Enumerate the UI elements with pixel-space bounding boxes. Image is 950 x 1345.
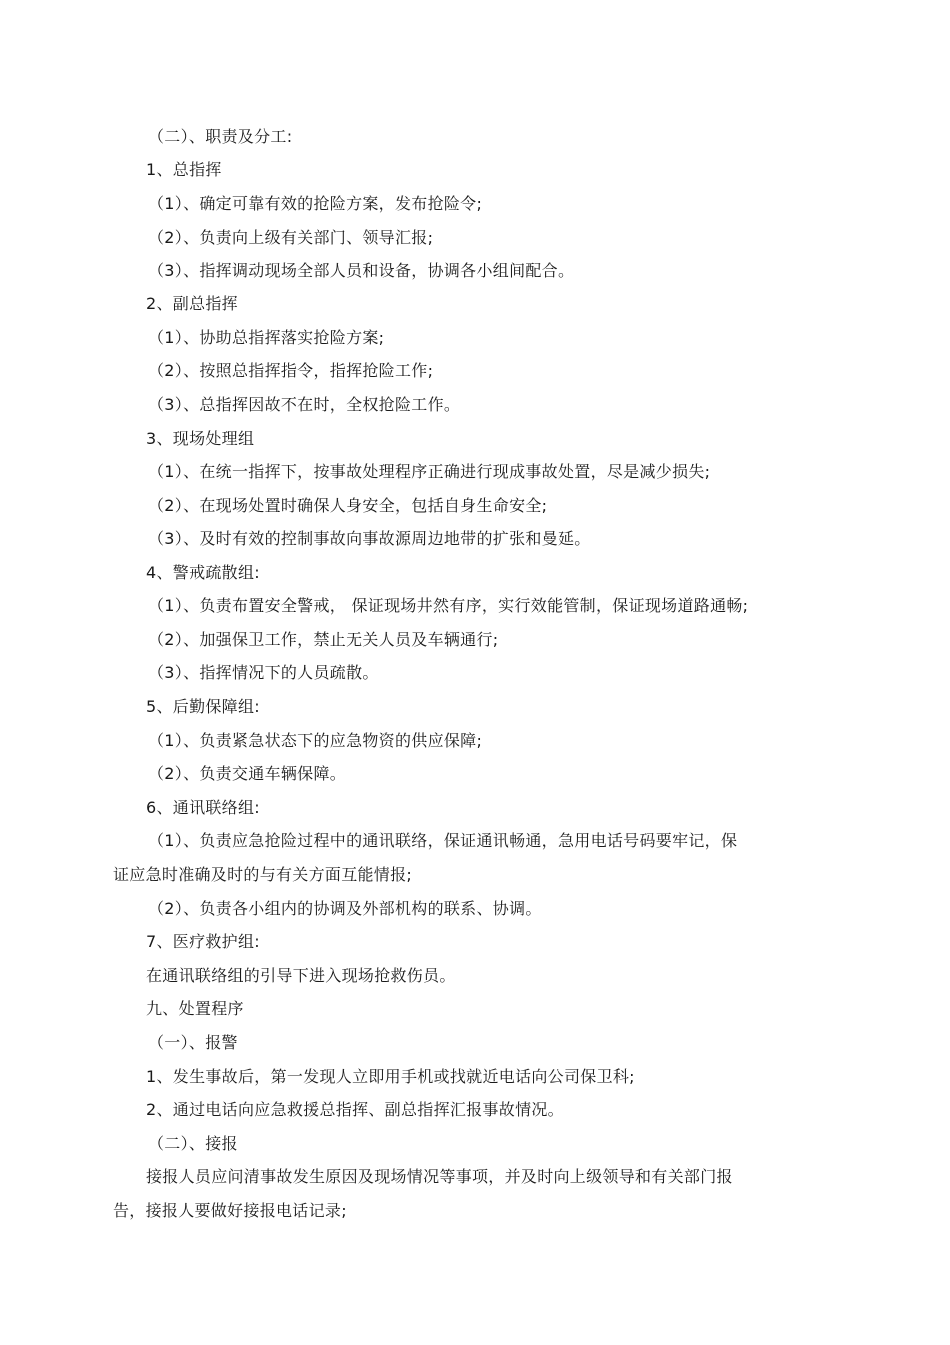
subheading-alarm: （一）、报警 <box>148 1033 238 1052</box>
heading-communication-team: 6、通讯联络组: <box>146 798 260 817</box>
text-line: （3）、总指挥因故不在时，全权抢险工作。 <box>148 395 461 414</box>
heading-commander: 1、总指挥 <box>146 160 222 179</box>
text-line: （2）、在现场处置时确保人身安全，包括自身生命安全; <box>148 496 548 515</box>
text-line: （2）、加强保卫工作，禁止无关人员及车辆通行; <box>148 630 499 649</box>
heading-security-team: 4、警戒疏散组: <box>146 563 260 582</box>
heading-medical-team: 7、医疗救护组: <box>146 932 260 951</box>
text-line: （3）、指挥调动现场全部人员和设备，协调各小组间配合。 <box>148 261 575 280</box>
text-line: （1）、负责紧急状态下的应急物资的供应保障; <box>148 731 483 750</box>
subheading-receive-report: （二）、接报 <box>148 1134 238 1153</box>
text-line: （2）、负责向上级有关部门、领导汇报; <box>148 228 434 247</box>
text-line: 2、通过电话向应急救援总指挥、副总指挥汇报事故情况。 <box>146 1100 564 1119</box>
heading-logistics-team: 5、后勤保障组: <box>146 697 260 716</box>
heading-deputy-commander: 2、副总指挥 <box>146 294 238 313</box>
text-line: （1）、确定可靠有效的抢险方案，发布抢险令; <box>148 194 483 213</box>
text-line: （3）、及时有效的控制事故向事故源周边地带的扩张和曼延。 <box>148 529 591 548</box>
text-line: （1）、负责应急抢险过程中的通讯联络，保证通讯畅通，急用电话号码要牢记，保 <box>148 831 738 850</box>
text-line: 1、发生事故后，第一发现人立即用手机或找就近电话向公司保卫科; <box>146 1067 635 1086</box>
text-line: （2）、按照总指挥指令，指挥抢险工作; <box>148 361 434 380</box>
text-line: （1）、在统一指挥下，按事故处理程序正确进行现成事故处置，尽是减少损失; <box>148 462 711 481</box>
section-heading-procedure: 九、处置程序 <box>146 999 244 1018</box>
text-line-continued: 告，接报人要做好接报电话记录; <box>113 1201 347 1220</box>
text-line-continued: 证应急时准确及时的与有关方面互能情报; <box>113 865 413 884</box>
heading-onsite-team: 3、现场处理组 <box>146 429 255 448</box>
text-line: 接报人员应问清事故发生原因及现场情况等事项，并及时向上级领导和有关部门报 <box>146 1167 733 1186</box>
text-line: （1）、协助总指挥落实抢险方案; <box>148 328 385 347</box>
text-line: （1）、负责布置安全警戒， 保证现场井然有序，实行效能管制，保证现场道路通畅; <box>148 596 749 615</box>
section-heading-duties: （二）、职责及分工: <box>148 127 293 146</box>
text-line: （2）、负责各小组内的协调及外部机构的联系、协调。 <box>148 899 542 918</box>
text-line: （3）、指挥情况下的人员疏散。 <box>148 663 379 682</box>
text-line: 在通讯联络组的引导下进入现场抢救伤员。 <box>146 966 456 985</box>
text-line: （2）、负责交通车辆保障。 <box>148 764 347 783</box>
